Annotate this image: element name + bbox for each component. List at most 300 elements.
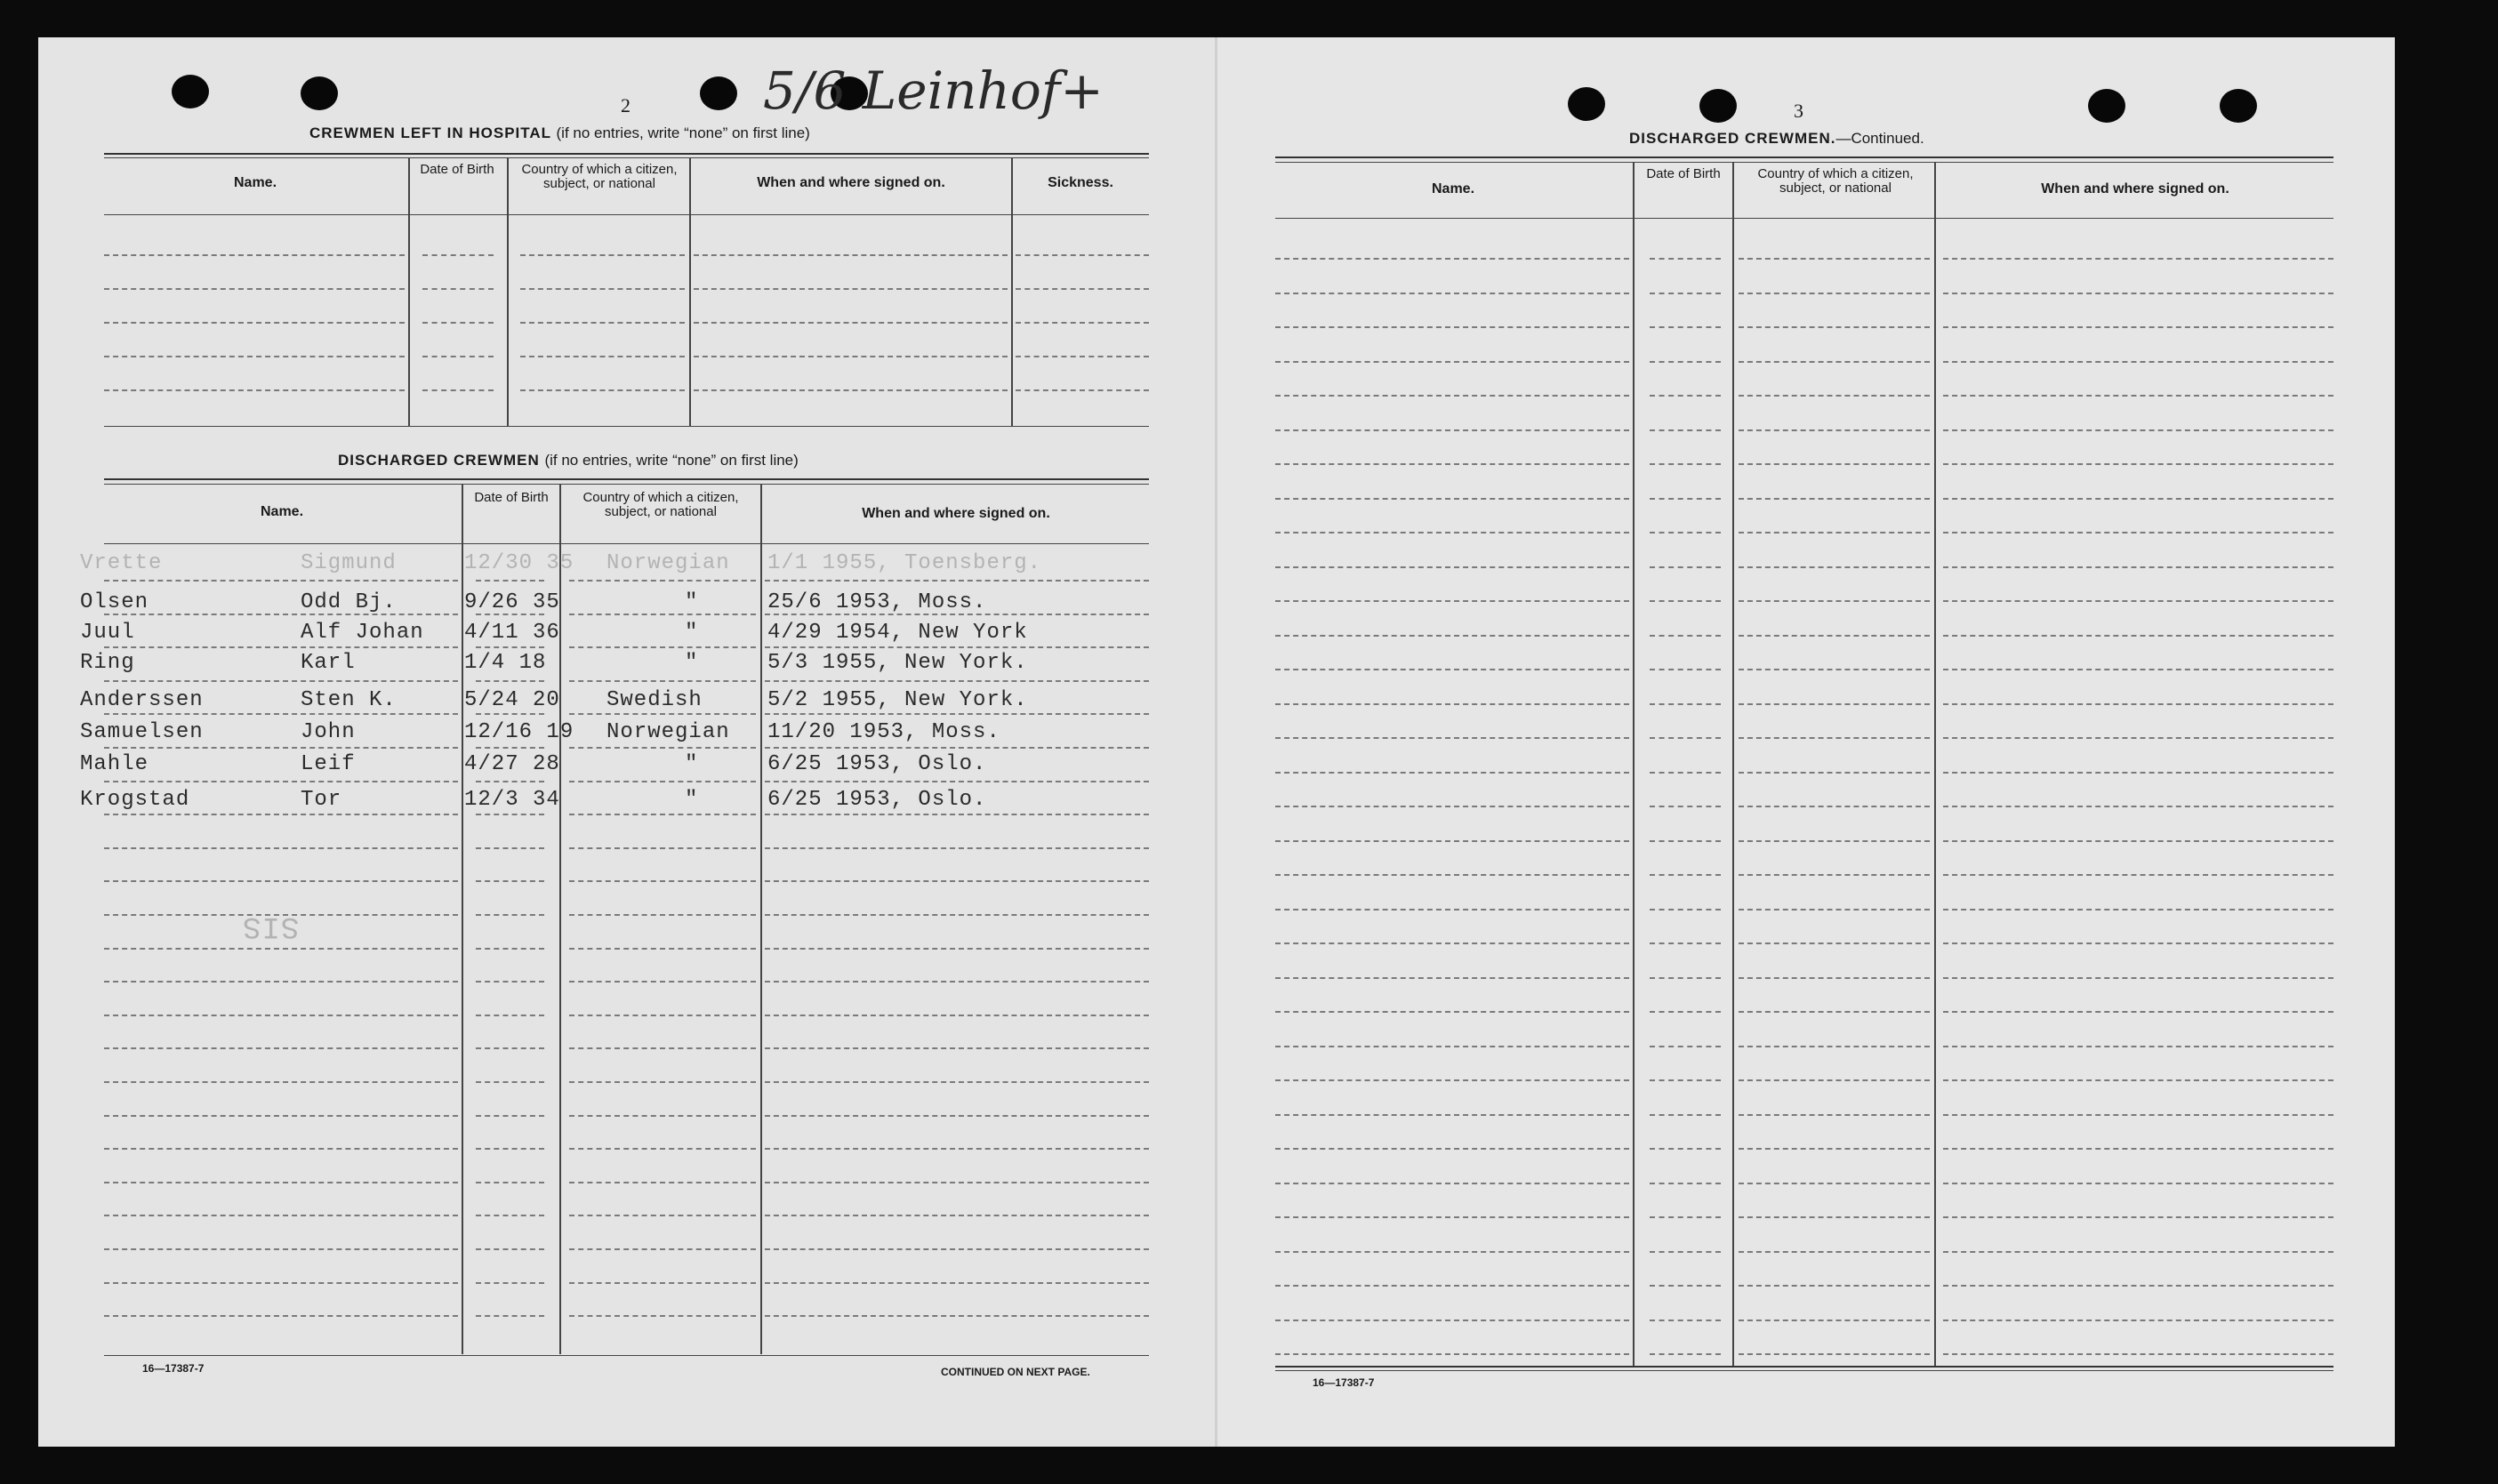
ruled-line	[476, 880, 544, 882]
ruled-line	[104, 1215, 458, 1216]
hospital-top-rule	[104, 153, 1149, 155]
ruled-line	[476, 847, 544, 849]
hospital-header-rule	[104, 214, 1149, 215]
ruled-line	[476, 747, 544, 749]
left-footer-code: 16—17387-7	[142, 1362, 205, 1375]
ruled-line	[765, 1315, 1149, 1317]
right-divider	[1934, 163, 1936, 1368]
ruled-line	[1943, 1320, 2333, 1321]
ruled-line	[1739, 1183, 1930, 1184]
ruled-line	[569, 1148, 756, 1150]
ruled-line	[569, 1215, 756, 1216]
ruled-line	[104, 646, 458, 648]
page-number: 3	[1794, 100, 1803, 122]
ruled-line	[1650, 1251, 1721, 1253]
ruled-line	[1943, 772, 2333, 774]
ruled-line	[1943, 635, 2333, 637]
ruled-line	[1650, 326, 1721, 328]
ruled-line	[476, 713, 544, 715]
ruled-line	[476, 914, 544, 916]
crew-country: Norwegian	[606, 720, 730, 744]
ruled-line	[1275, 840, 1629, 842]
right-top-rule-2	[1275, 162, 2333, 163]
continued-note: CONTINUED ON NEXT PAGE.	[941, 1366, 1090, 1378]
ruled-line	[1739, 498, 1930, 500]
ruled-line	[476, 1115, 544, 1117]
ruled-line	[1275, 874, 1629, 876]
ruled-line	[765, 1115, 1149, 1117]
ruled-line	[1650, 669, 1721, 670]
crew-dob: 12/30 35	[464, 551, 574, 575]
ruled-line	[1275, 669, 1629, 670]
ruled-line	[476, 1315, 544, 1317]
right-footer-code: 16—17387-7	[1313, 1376, 1375, 1389]
ruled-line	[1275, 772, 1629, 774]
crew-given-name: John	[301, 720, 356, 744]
ruled-line	[1943, 1251, 2333, 1253]
crew-signed-on: 5/3 1955, New York.	[767, 651, 1028, 675]
ruled-line	[1739, 874, 1930, 876]
ruled-line	[569, 680, 756, 682]
ruled-line	[1943, 258, 2333, 260]
ruled-line	[476, 1081, 544, 1083]
ruled-line	[1650, 1285, 1721, 1287]
ruled-line	[1739, 806, 1930, 807]
ruled-line	[765, 1015, 1149, 1016]
crew-signed-on: 1/1 1955, Toensberg.	[767, 551, 1042, 575]
crew-dob: 12/16 19	[464, 720, 574, 744]
ruled-line	[1739, 1353, 1930, 1355]
ruled-line	[1650, 1148, 1721, 1150]
ruled-line	[569, 1182, 756, 1183]
ruled-line	[1739, 669, 1930, 670]
hospital-top-rule-2	[104, 157, 1149, 158]
ruled-line	[569, 580, 756, 582]
ruled-line	[569, 781, 756, 782]
ruled-line	[1016, 322, 1149, 324]
crew-surname: Vrette	[80, 551, 163, 575]
ruled-line	[1739, 1285, 1930, 1287]
ruled-line	[1739, 258, 1930, 260]
ruled-line	[476, 948, 544, 950]
right-divider	[1732, 163, 1734, 1368]
ruled-line	[1275, 326, 1629, 328]
ruled-line	[1650, 1183, 1721, 1184]
ruled-line	[1275, 1320, 1629, 1321]
crew-surname: Samuelsen	[80, 720, 204, 744]
hospital-col-name: Name.	[233, 175, 277, 190]
ruled-line	[1739, 326, 1930, 328]
ruled-line	[1943, 1183, 2333, 1184]
crew-surname: Mahle	[80, 752, 149, 776]
ruled-line	[1016, 288, 1149, 290]
ruled-line	[104, 680, 458, 682]
ruled-line	[765, 1215, 1149, 1216]
ruled-line	[569, 1047, 756, 1049]
ruled-line	[569, 880, 756, 882]
hospital-section-title: CREWMEN LEFT IN HOSPITAL (if no entries, write “none” on first line)	[309, 124, 810, 141]
ruled-line	[1650, 977, 1721, 979]
ruled-line	[1275, 703, 1629, 705]
ruled-line	[1275, 361, 1629, 363]
crew-surname: Anderssen	[80, 688, 204, 712]
ruled-line	[476, 781, 544, 782]
ruled-line	[104, 580, 458, 582]
crew-given-name: Tor	[301, 788, 342, 812]
ruled-line	[765, 1047, 1149, 1049]
crew-signed-on: 25/6 1953, Moss.	[767, 590, 987, 614]
ruled-line	[1943, 874, 2333, 876]
ruled-line	[1275, 1216, 1629, 1218]
crew-surname: Ring	[80, 651, 135, 675]
ruled-line	[569, 1081, 756, 1083]
ruled-line	[569, 1015, 756, 1016]
ruled-line	[1943, 1216, 2333, 1218]
ruled-line	[569, 981, 756, 983]
right-footer-rule	[1275, 1366, 2333, 1368]
crew-country: "	[685, 621, 699, 645]
crew-surname: Olsen	[80, 590, 149, 614]
crew-surname: Krogstad	[80, 788, 190, 812]
ruled-line	[1943, 909, 2333, 910]
ruled-line	[1275, 429, 1629, 431]
ruled-line	[476, 646, 544, 648]
ruled-line	[520, 288, 685, 290]
crew-country: Norwegian	[606, 551, 730, 575]
ruled-line	[1739, 772, 1930, 774]
ruled-line	[1943, 429, 2333, 431]
ruled-line	[1275, 977, 1629, 979]
discharged-header-rule	[104, 543, 1149, 544]
crew-dob: 4/11 36	[464, 621, 560, 645]
ruled-line	[1650, 635, 1721, 637]
right-col-name: Name.	[1431, 181, 1475, 197]
ruled-line	[694, 254, 1008, 256]
hospital-col-dob: Date of Birth	[420, 162, 494, 177]
crew-dob: 4/27 28	[464, 752, 560, 776]
ruled-line	[422, 389, 494, 391]
ruled-line	[1275, 635, 1629, 637]
ruled-line	[1650, 532, 1721, 533]
right-divider	[1633, 163, 1635, 1368]
punch-hole	[2088, 89, 2125, 123]
ruled-line	[1650, 258, 1721, 260]
crew-country: "	[685, 651, 699, 675]
hospital-col-sickness: Sickness.	[1048, 175, 1113, 190]
ruled-line	[104, 1248, 458, 1250]
ruled-line	[1650, 909, 1721, 910]
ruled-line	[104, 1182, 458, 1183]
ruled-line	[569, 1248, 756, 1250]
crew-given-name: Karl	[301, 651, 356, 675]
ruled-line	[1650, 1011, 1721, 1013]
ruled-line	[569, 814, 756, 815]
ruled-line	[476, 680, 544, 682]
crew-country: "	[685, 788, 699, 812]
ruled-line	[104, 747, 458, 749]
discharged-col-signed: When and where signed on.	[862, 506, 1050, 521]
crew-signed-on: 6/25 1953, Oslo.	[767, 788, 987, 812]
ruled-line	[1943, 1079, 2333, 1081]
ruled-line	[1943, 1285, 2333, 1287]
ruled-line	[1275, 1353, 1629, 1355]
ruled-line	[1943, 463, 2333, 465]
ruled-line	[1275, 395, 1629, 397]
ruled-line	[1650, 737, 1721, 739]
ruled-line	[104, 713, 458, 715]
crew-dob: 12/3 34	[464, 788, 560, 812]
crew-dob: 5/24 20	[464, 688, 560, 712]
ruled-line	[104, 1047, 458, 1049]
ruled-line	[694, 322, 1008, 324]
ruled-line	[1739, 1011, 1930, 1013]
ruled-line	[422, 322, 494, 324]
discharged-top-rule-2	[104, 484, 1149, 485]
ruled-line	[1275, 1079, 1629, 1081]
ruled-line	[1650, 806, 1721, 807]
ruled-line	[1739, 840, 1930, 842]
ruled-line	[104, 288, 405, 290]
ruled-line	[765, 1182, 1149, 1183]
ruled-line	[1739, 943, 1930, 944]
ruled-line	[1275, 498, 1629, 500]
ruled-line	[1016, 389, 1149, 391]
discharged-col-dob: Date of Birth	[474, 490, 549, 505]
ruled-line	[1943, 840, 2333, 842]
ruled-line	[476, 814, 544, 815]
ruled-line	[1650, 1046, 1721, 1047]
ruled-line	[1943, 1353, 2333, 1355]
punch-hole	[2220, 89, 2257, 123]
ruled-line	[1650, 1353, 1721, 1355]
ruled-line	[476, 1282, 544, 1284]
ruled-line	[1943, 395, 2333, 397]
ruled-line	[1275, 1114, 1629, 1116]
crew-signed-on: 6/25 1953, Oslo.	[767, 752, 987, 776]
ruled-line	[1016, 254, 1149, 256]
crew-given-name: Sigmund	[301, 551, 397, 575]
ruled-line	[569, 614, 756, 615]
ruled-line	[765, 680, 1149, 682]
crew-given-name: Alf Johan	[301, 621, 424, 645]
ruled-line	[765, 914, 1149, 916]
ruled-line	[104, 356, 405, 357]
discharged-col-country: Country of which a citizen, subject, or national	[582, 490, 739, 519]
ruled-line	[1275, 737, 1629, 739]
ruled-line	[476, 1182, 544, 1183]
ruled-line	[1650, 395, 1721, 397]
discharged-divider	[462, 485, 463, 1354]
right-col-dob: Date of Birth	[1646, 166, 1721, 181]
crew-country: "	[685, 590, 699, 614]
ruled-line	[1275, 806, 1629, 807]
ruled-line	[104, 389, 405, 391]
ruled-line	[1739, 909, 1930, 910]
right-col-signed: When and where signed on.	[2041, 181, 2229, 197]
ruled-line	[569, 713, 756, 715]
ruled-line	[104, 1015, 458, 1016]
ruled-line	[694, 356, 1008, 357]
ruled-line	[1943, 669, 2333, 670]
ruled-line	[1650, 361, 1721, 363]
ruled-line	[1016, 356, 1149, 357]
ruled-line	[104, 981, 458, 983]
ruled-line	[1650, 566, 1721, 568]
ruled-line	[765, 814, 1149, 815]
ruled-line	[104, 814, 458, 815]
handwritten-note: 5/6 Leinhof+	[763, 60, 1104, 121]
ruled-line	[1275, 258, 1629, 260]
crew-surname: Juul	[80, 621, 135, 645]
ruled-line	[104, 781, 458, 782]
ruled-line	[1739, 361, 1930, 363]
ruled-line	[1275, 1148, 1629, 1150]
ruled-line	[1739, 977, 1930, 979]
ruled-line	[1943, 806, 2333, 807]
ruled-line	[1739, 293, 1930, 294]
ruled-line	[1739, 635, 1930, 637]
right-col-country: Country of which a citizen, subject, or national	[1757, 166, 1914, 196]
ruled-line	[765, 1248, 1149, 1250]
ruled-line	[1275, 532, 1629, 533]
crew-signed-on: 11/20 1953, Moss.	[767, 720, 1000, 744]
ruled-line	[422, 254, 494, 256]
ruled-line	[104, 880, 458, 882]
ruled-line	[1943, 532, 2333, 533]
ruled-line	[765, 981, 1149, 983]
ruled-line	[104, 1148, 458, 1150]
ruled-line	[1739, 463, 1930, 465]
ruled-line	[104, 1081, 458, 1083]
ruled-line	[1943, 600, 2333, 602]
crew-country: "	[685, 752, 699, 776]
ruled-line	[569, 914, 756, 916]
ruled-line	[104, 847, 458, 849]
ruled-line	[520, 356, 685, 357]
hospital-divider	[408, 158, 410, 427]
ruled-line	[765, 1148, 1149, 1150]
ruled-line	[1650, 703, 1721, 705]
ruled-line	[694, 288, 1008, 290]
right-page	[1217, 37, 2395, 1447]
ruled-line	[1739, 600, 1930, 602]
hospital-col-country: Country of which a citizen, subject, or national	[521, 162, 678, 191]
ruled-line	[104, 948, 458, 950]
crew-dob: 1/4 18	[464, 651, 547, 675]
page-fold	[1215, 37, 1217, 1447]
ruled-line	[1739, 1251, 1930, 1253]
ruled-line	[1943, 703, 2333, 705]
crew-country: Swedish	[606, 688, 703, 712]
ruled-line	[1275, 566, 1629, 568]
ruled-line	[1943, 1148, 2333, 1150]
ruled-line	[1650, 1114, 1721, 1116]
ruled-line	[694, 389, 1008, 391]
hospital-col-signed: When and where signed on.	[757, 175, 945, 190]
ruled-line	[1650, 1079, 1721, 1081]
ruled-line	[1650, 600, 1721, 602]
ruled-line	[569, 1115, 756, 1117]
ruled-line	[104, 254, 405, 256]
ruled-line	[765, 580, 1149, 582]
punch-hole	[1699, 89, 1737, 123]
ruled-line	[569, 747, 756, 749]
ruled-line	[765, 948, 1149, 950]
punch-hole	[1568, 87, 1605, 121]
ruled-line	[1650, 840, 1721, 842]
ruled-line	[1739, 429, 1930, 431]
ruled-line	[476, 1047, 544, 1049]
ruled-line	[1739, 1079, 1930, 1081]
discharged-divider	[559, 485, 561, 1354]
punch-hole	[700, 76, 737, 110]
ruled-line	[1275, 463, 1629, 465]
crew-dob: 9/26 35	[464, 590, 560, 614]
stamp-mark: SIS	[242, 909, 300, 943]
ruled-line	[1650, 772, 1721, 774]
ruled-line	[1275, 1183, 1629, 1184]
punch-hole	[172, 75, 209, 108]
ruled-line	[1650, 498, 1721, 500]
crew-given-name: Sten K.	[301, 688, 397, 712]
ruled-line	[765, 847, 1149, 849]
discharged-divider	[760, 485, 762, 1354]
ruled-line	[1739, 566, 1930, 568]
ruled-line	[569, 948, 756, 950]
ruled-line	[476, 1215, 544, 1216]
ruled-line	[1943, 498, 2333, 500]
ruled-line	[1943, 1114, 2333, 1116]
ruled-line	[765, 747, 1149, 749]
ruled-line	[1943, 293, 2333, 294]
ruled-line	[1739, 395, 1930, 397]
ruled-line	[765, 1081, 1149, 1083]
crew-given-name: Leif	[301, 752, 356, 776]
ruled-line	[1275, 1285, 1629, 1287]
hospital-divider	[507, 158, 509, 427]
ruled-line	[1275, 943, 1629, 944]
ruled-line	[1650, 1320, 1721, 1321]
ruled-line	[104, 1282, 458, 1284]
ruled-line	[1275, 909, 1629, 910]
right-top-rule	[1275, 156, 2333, 158]
ruled-line	[476, 1015, 544, 1016]
ruled-line	[1943, 943, 2333, 944]
ruled-line	[765, 646, 1149, 648]
ruled-line	[1650, 463, 1721, 465]
ruled-line	[1650, 943, 1721, 944]
right-footer-rule-2	[1275, 1370, 2333, 1371]
ruled-line	[476, 1248, 544, 1250]
discharged-col-name: Name.	[260, 504, 304, 519]
ruled-line	[765, 880, 1149, 882]
punch-hole	[301, 76, 338, 110]
ruled-line	[1739, 1114, 1930, 1116]
crew-signed-on: 5/2 1955, New York.	[767, 688, 1028, 712]
ruled-line	[1275, 293, 1629, 294]
ruled-line	[520, 322, 685, 324]
ruled-line	[1650, 429, 1721, 431]
ruled-line	[476, 1148, 544, 1150]
crew-given-name: Odd Bj.	[301, 590, 397, 614]
ruled-line	[569, 1282, 756, 1284]
ruled-line	[1943, 361, 2333, 363]
ruled-line	[1739, 532, 1930, 533]
ruled-line	[569, 847, 756, 849]
ruled-line	[104, 614, 458, 615]
ruled-line	[765, 781, 1149, 782]
ruled-line	[422, 288, 494, 290]
